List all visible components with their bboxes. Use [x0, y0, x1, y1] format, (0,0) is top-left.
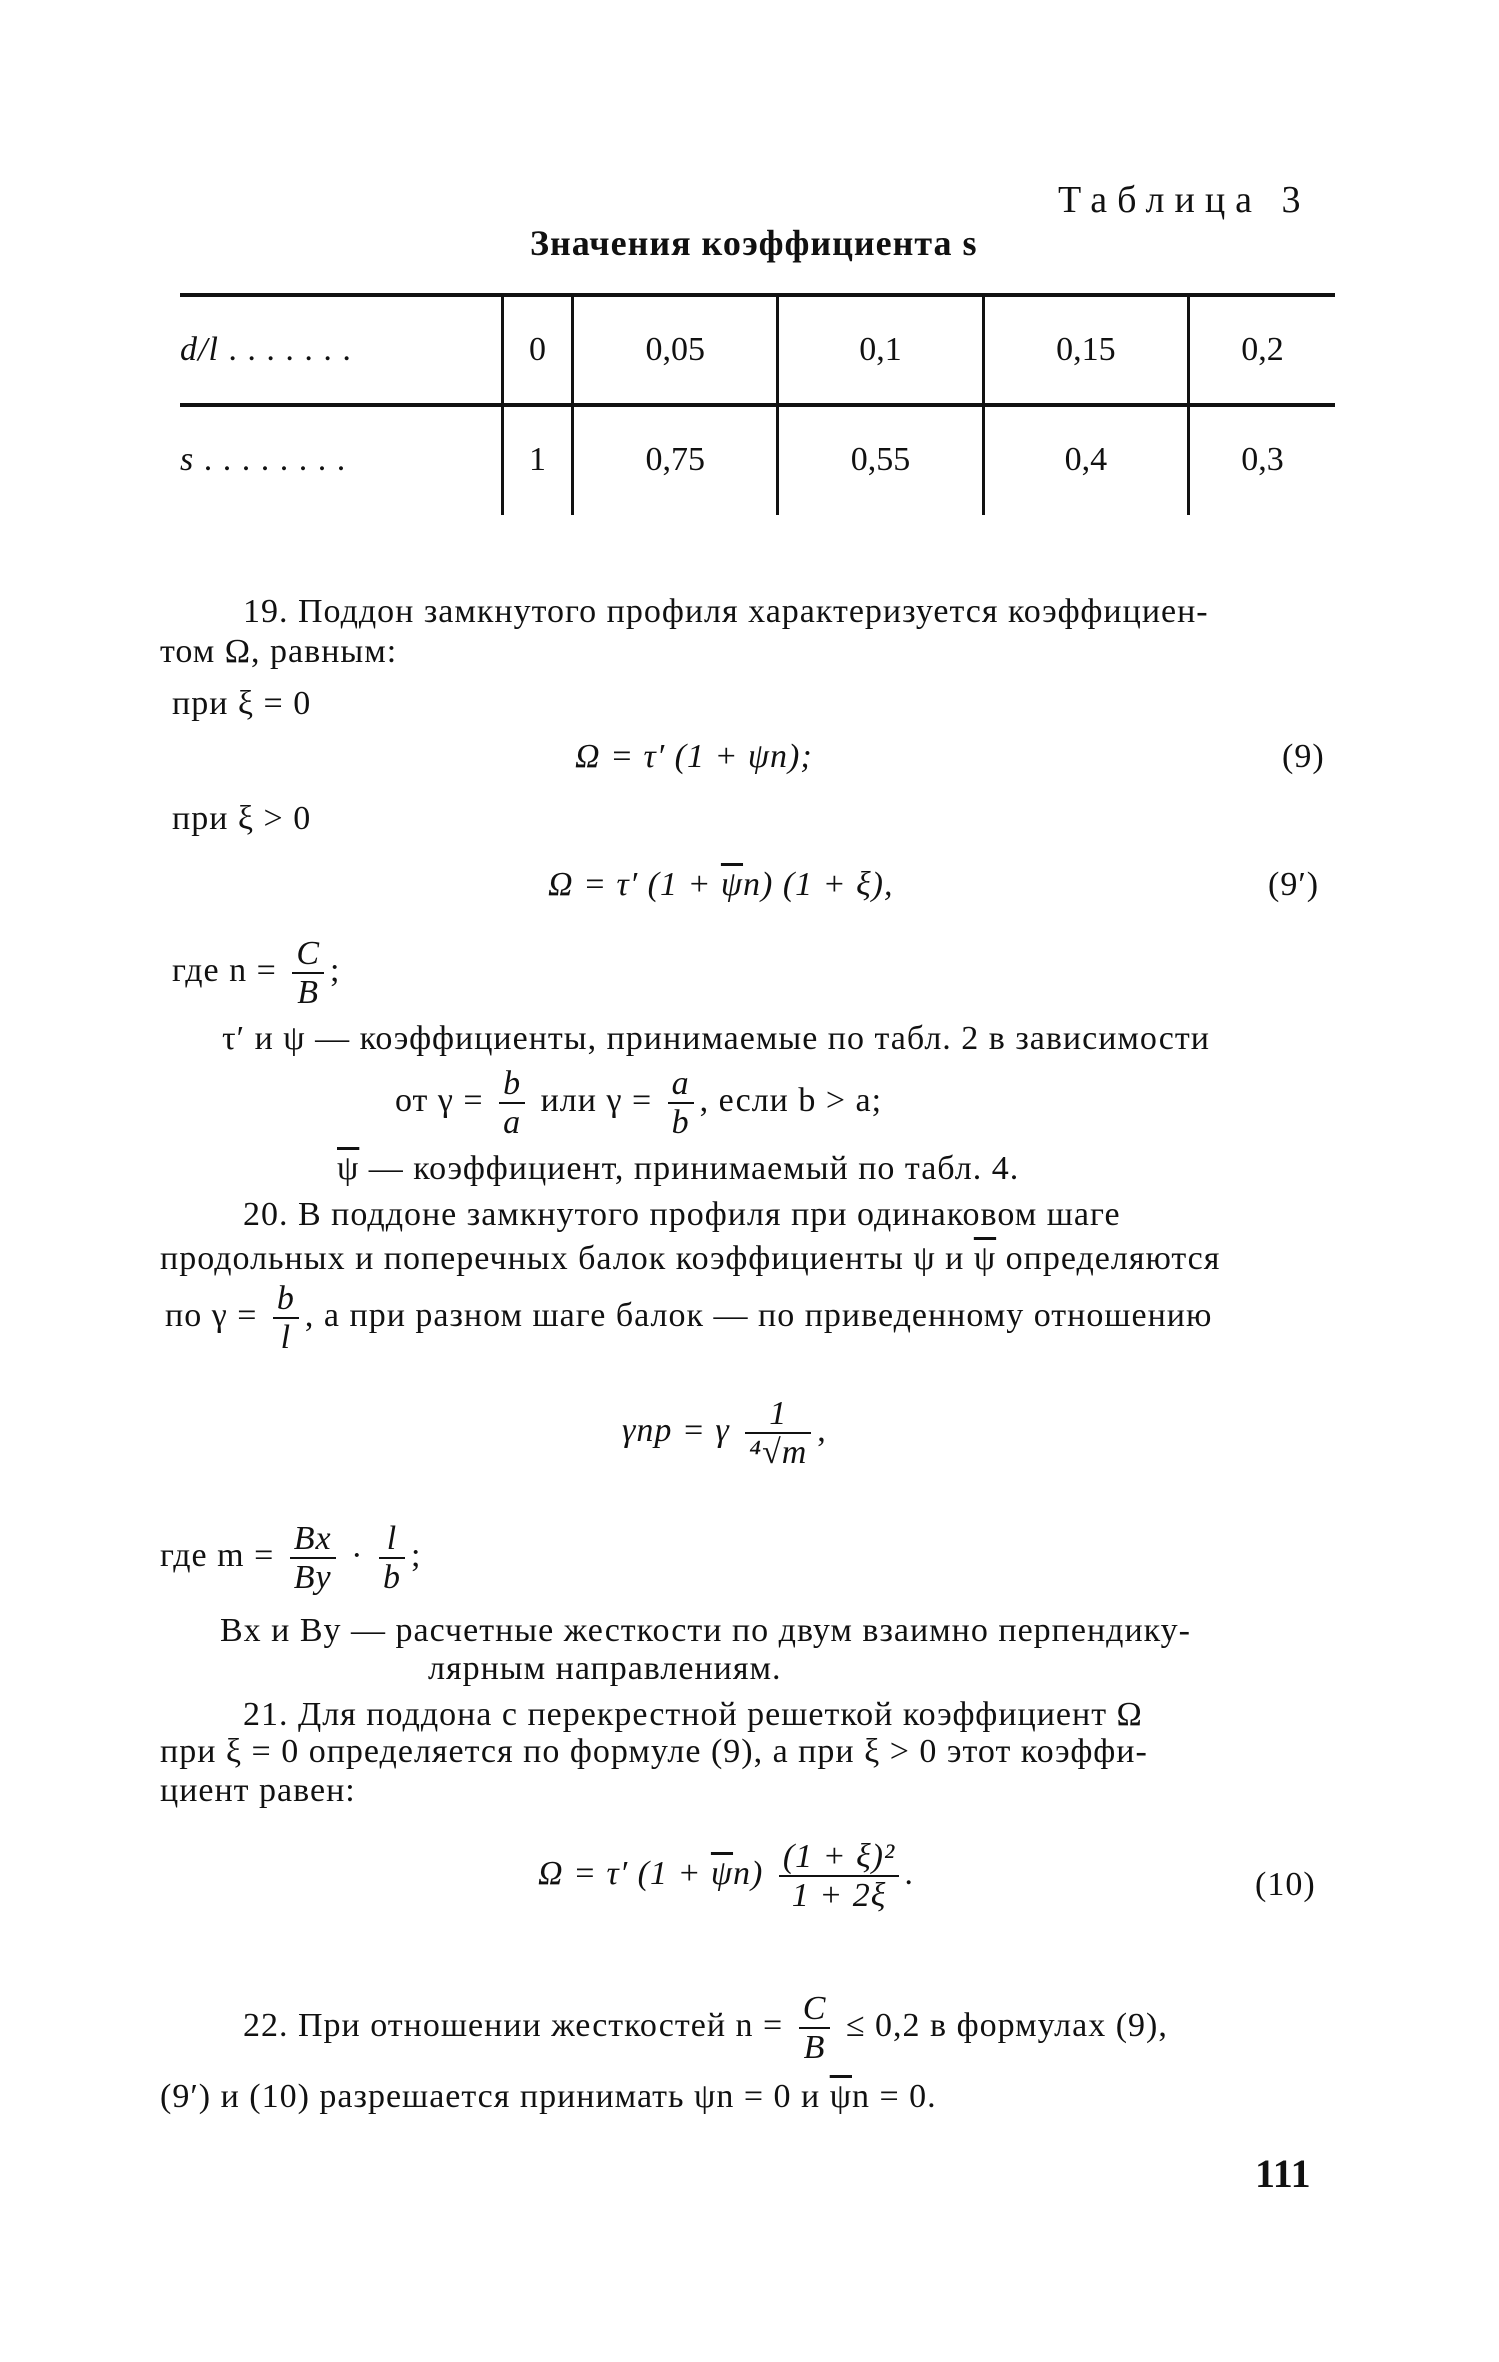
table-cell: 0,4 — [983, 405, 1188, 515]
p22-line1: 22. При отношении жесткостей n = $\frac{C}{B}$ ≤ 0,2 в формулах (9), — [243, 1990, 1168, 2067]
page-number: 111 — [1255, 2151, 1311, 2196]
bxby-line2: лярным направлениям. — [428, 1650, 782, 1687]
p19-line1: 19. Поддон замкнутого профиля характеризуется коэффициен- — [243, 593, 1209, 630]
table-cell: 0,15 — [983, 295, 1188, 405]
p20-line1: 20. В поддоне замкнутого профиля при одинаковом шаге — [243, 1196, 1121, 1233]
row-label: s . . . . . . . . — [180, 441, 347, 478]
gamma-def: от γ = $\frac{b}{a}$ или γ = $\frac{a}{b}$ , если b > a; — [395, 1065, 883, 1142]
table-cell: 0,05 — [573, 295, 778, 405]
p21-line2: при ξ = 0 определяется по формуле (9), а при ξ > 0 этот коэффи- — [160, 1733, 1148, 1770]
psibar-def: $\overline{\psi}$ — коэффициент, принимаемый по табл. 4. — [337, 1150, 1020, 1187]
table-cell: 0,2 — [1189, 295, 1335, 405]
p19-line2: том Ω, равным: — [160, 633, 398, 670]
gamma-pr-formula: γпр = γ $\frac{1}{\text{⁴√m}}$ , — [622, 1395, 827, 1472]
p21-line1: 21. Для поддона с перекрестной решеткой коэффициент Ω — [243, 1696, 1143, 1733]
formula-10: Ω = τ′ $(1 + \overline{\psi}n)$ $\frac{\text{(1 + ξ)²}}{1 + 2\xi}$ . — [538, 1838, 915, 1915]
table-row — [180, 295, 1335, 405]
table-label: Таблица 3 — [1058, 179, 1311, 221]
table-cell: 1 — [503, 405, 573, 515]
table-cell: 0,55 — [778, 405, 983, 515]
p19-case2: при ξ > 0 — [172, 800, 312, 837]
eq-number-9prime: (9′) — [1268, 866, 1320, 903]
p20-line3: по γ = $\frac{b}{l}$ , а при разном шаге балок — по приведенному отношению — [165, 1280, 1213, 1357]
p20-line2: продольных и поперечных балок коэффициенты ψ и $\overline{\psi}$ определяются — [160, 1240, 1221, 1277]
coefficient-table — [180, 295, 1335, 515]
table-cell: 0,3 — [1189, 405, 1335, 515]
table-caption: Значения коэффициента s — [530, 223, 978, 263]
tau-psi-def: τ′ и ψ — коэффициенты, принимаемые по табл. 2 в зависимости — [222, 1020, 1210, 1057]
table-row — [180, 405, 1335, 515]
row-label: d/l . . . . . . . — [180, 331, 352, 368]
where-m: где m = $\frac{Bx}{By}$ · $\frac{l}{b}$ ; — [160, 1520, 422, 1597]
eq-number-10: (10) — [1255, 1866, 1316, 1903]
formula-9: Ω = τ′ (1 + ψn); — [575, 738, 813, 775]
eq-number-9: (9) — [1282, 738, 1325, 775]
table-cell: 0,1 — [778, 295, 983, 405]
formula-9prime: Ω = τ′ $(1 + \overline{\psi}n)$ (1 + ξ), — [548, 866, 894, 903]
table-cell: 0,75 — [573, 405, 778, 515]
bxby-line1: Bx и By — расчетные жесткости по двум взаимно перпендику- — [220, 1612, 1191, 1649]
p21-line3: циент равен: — [160, 1772, 356, 1809]
where-n: где n = $\frac{C}{B}$ ; — [172, 935, 341, 1012]
p19-case1: при ξ = 0 — [172, 685, 312, 722]
table-cell: 0 — [503, 295, 573, 405]
p22-line2: (9′) и (10) разрешается принимать ψn = 0 и $\overline{\psi}n = 0$. — [160, 2078, 937, 2115]
